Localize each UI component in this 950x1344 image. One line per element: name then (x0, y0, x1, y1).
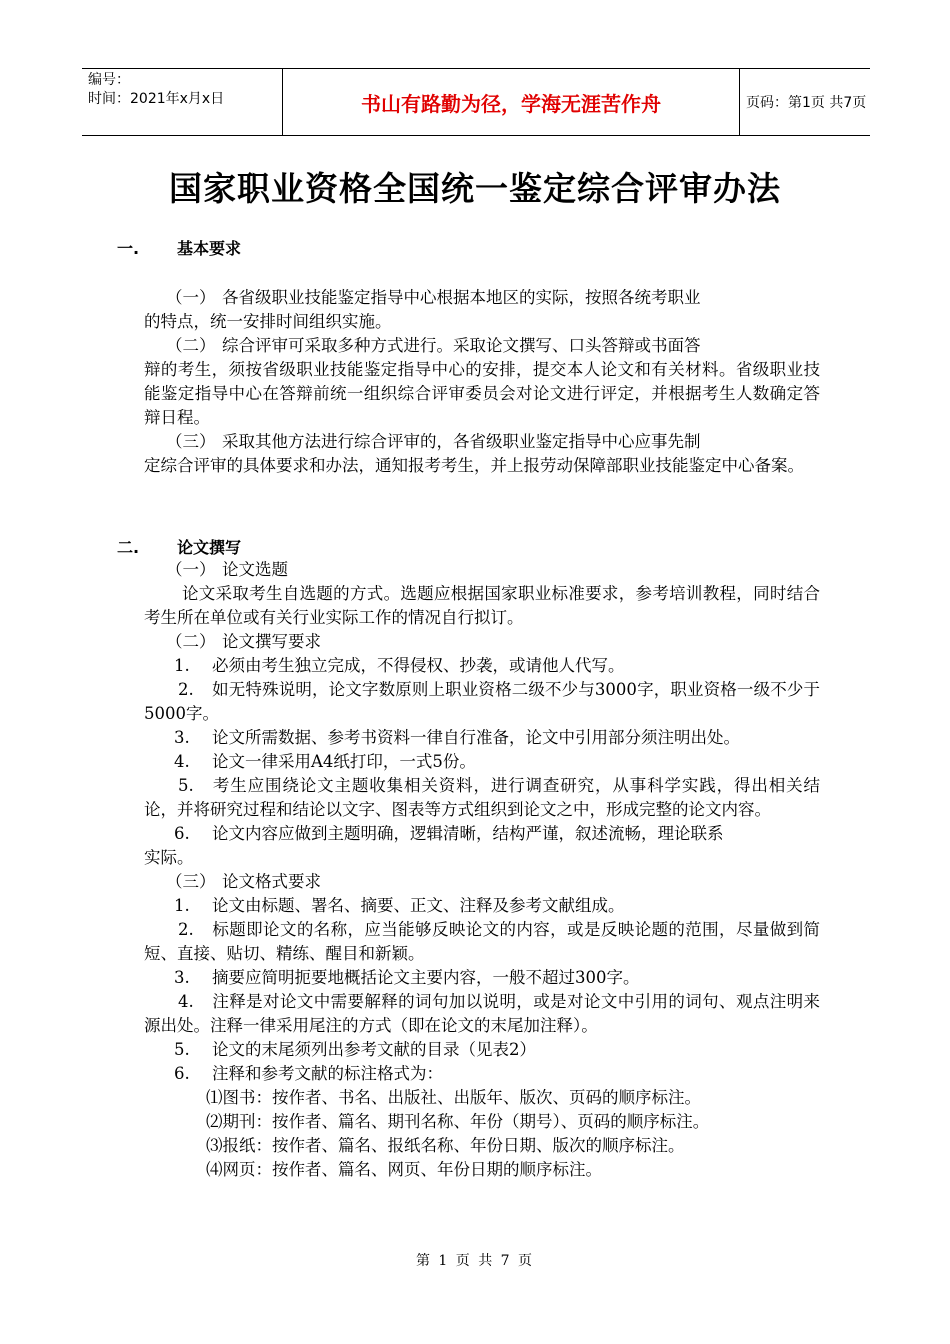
document-title: 国家职业资格全国统一鉴定综合评审办法 (169, 169, 781, 208)
header-motto: 书山有路勤为径，学海无涯苦作舟 (282, 69, 740, 135)
page-footer: 第 1 页 共 7 页 (415, 1253, 535, 1269)
citation-format: ⑶报纸：按作者、篇名、报纸名称、年份日期、版次的顺序标注。 (206, 1136, 685, 1155)
citation-format: ⑷网页：按作者、篇名、网页、年份日期的顺序标注。 (206, 1160, 602, 1179)
paragraph: 论文采取考生自选题的方式。选题应根据国家职业标准要求，参考培训教程，同时结合考生所在单位或有关行业实际工作的情况自行拟订。 (144, 584, 820, 627)
list-item: 4. 论文一律采用A4纸打印，一式5份。 (174, 752, 476, 771)
list-item: 6. 论文内容应做到主题明确，逻辑清晰，结构严谨，叙述流畅，理论联系 实际。 (144, 824, 724, 867)
section-2-title: 论文撰写 (177, 538, 242, 557)
section-2-heading (117, 535, 241, 558)
list-item: 3. 论文所需数据、参考书资料一律自行准备，论文中引用部分须注明出处。 (174, 728, 740, 747)
list-item: 5. 论文的末尾须列出参考文献的目录（见表2） (174, 1040, 536, 1059)
subsection-heading: （三） 论文格式要求 (166, 872, 321, 891)
time-label: 时间：2021年x月x日 (88, 91, 225, 107)
header-page-info: 页码：第1页 共7页 (746, 95, 867, 111)
list-item: 1. 必须由考生独立完成，不得侵权、抄袭，或请他人代写。 (174, 656, 625, 675)
subsection-heading: （一） 论文选题 (166, 560, 288, 579)
section-2-number: 二. (117, 538, 140, 557)
header-meta (82, 69, 282, 135)
section-1-item: （一） 各省级职业技能鉴定指导中心根据本地区的实际，按照各统考职业 的特点，统一安排时间组织实施。 (144, 288, 701, 331)
list-item: 1. 论文由标题、署名、摘要、正文、注释及参考文献组成。 (174, 896, 625, 915)
section-1-body (144, 286, 820, 478)
section-1-heading (117, 236, 241, 259)
list-item: 2. 标题即论文的名称，应当能够反映论文的内容，或是反映论题的范围，尽量做到简短、直接、贴切、精练、醒目和新颖。 (144, 920, 820, 963)
list-item: 4. 注释是对论文中需要解释的词句加以说明，或是对论文中引用的词句、观点注明来源出处。注释一律采用尾注的方式（即在论文的末尾加注释）。 (144, 992, 820, 1035)
section-2-body (144, 558, 820, 1182)
citation-format: ⑵期刊：按作者、篇名、期刊名称、年份（期号）、页码的顺序标注。 (206, 1112, 710, 1131)
list-item: 3. 摘要应简明扼要地概括论文主要内容，一般不超过300字。 (174, 968, 640, 987)
section-1-item: （二） 综合评审可采取多种方式进行。采取论文撰写、口头答辩或书面答 辩的考生，须按省级职业技能鉴定指导中心的安排，提交本人论文和有关材料。省级职业技能鉴定指导中心在答辩前统一组织综合评审委员会对论文进行评定，并根据考生人数确定答辩日程。 (144, 336, 820, 427)
item-label: （二） (166, 336, 216, 355)
section-1-title: 基本要求 (177, 239, 242, 258)
section-1-number: 一. (117, 239, 140, 258)
number-label: 编号： (88, 72, 130, 88)
list-item: 6. 注释和参考文献的标注格式为： (174, 1064, 443, 1083)
section-1-item: （三） 采取其他方法进行综合评审的，各省级职业鉴定指导中心应事先制 定综合评审的具体要求和办法，通知报考考生，并上报劳动保障部职业技能鉴定中心备案。 (144, 432, 804, 475)
header-table (82, 68, 870, 136)
citation-format: ⑴图书：按作者、书名、出版社、出版年、版次、页码的顺序标注。 (206, 1088, 701, 1107)
subsection-heading: （二） 论文撰写要求 (166, 632, 321, 651)
list-item: 2. 如无特殊说明，论文字数原则上职业资格二级不少与3000字，职业资格一级不少于5000字。 (144, 680, 820, 723)
item-label: （三） (166, 432, 216, 451)
item-label: （一） (166, 288, 216, 307)
list-item: 5. 考生应围绕论文主题收集相关资料，进行调查研究，从事科学实践，得出相关结论，并将研究过程和结论以文字、图表等方式组织到论文之中，形成完整的论文内容。 (144, 776, 820, 819)
